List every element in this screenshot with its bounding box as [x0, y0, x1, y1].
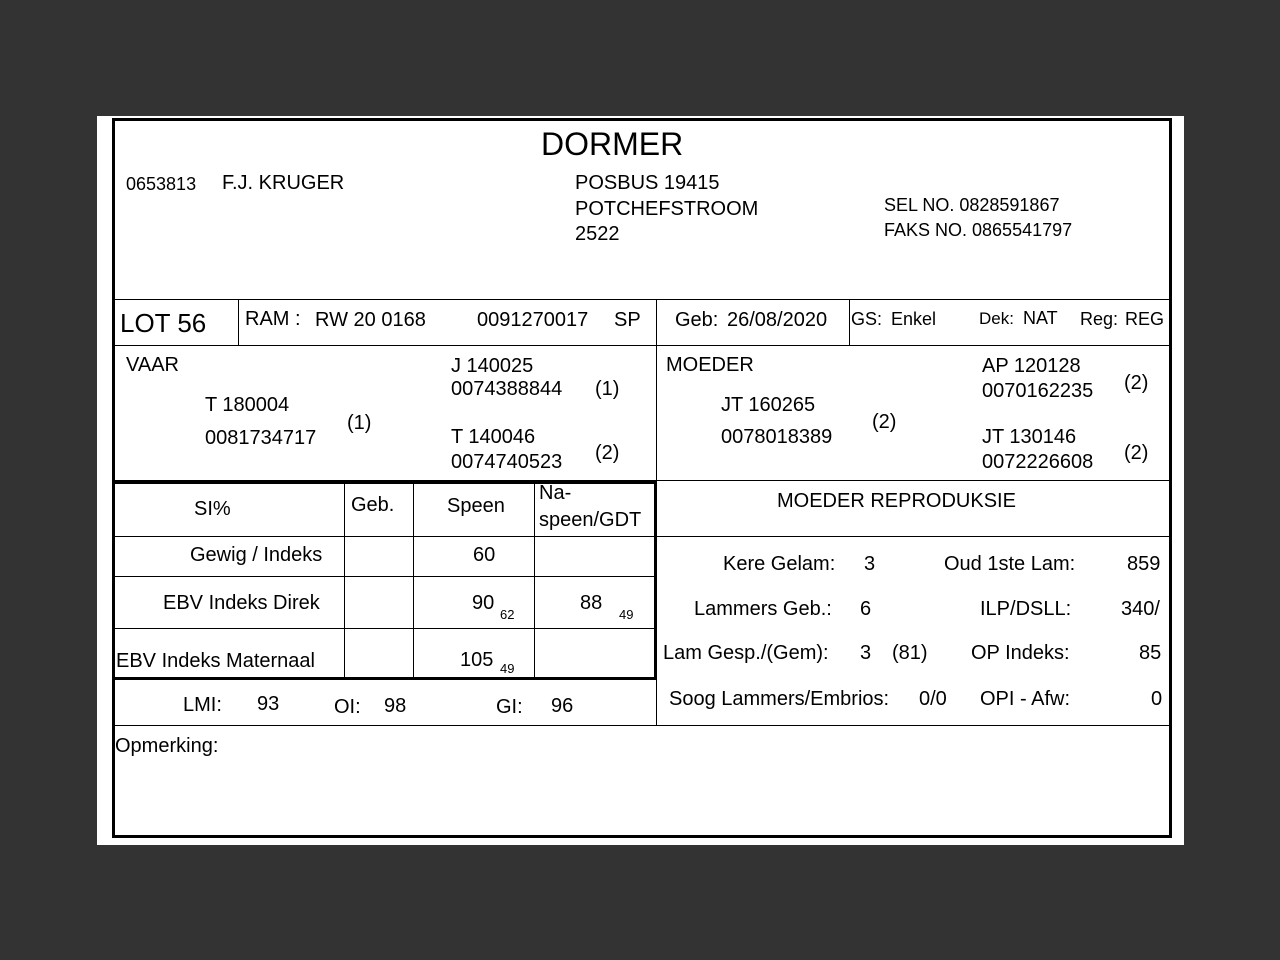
speen-accuracy: 62: [500, 607, 515, 622]
sire-sire-number: 0074388844: [451, 378, 563, 400]
dam-dam-number: 0072226608: [982, 451, 1094, 473]
breed-title: DORMER: [541, 126, 684, 162]
divider: [238, 299, 239, 345]
divider: [656, 480, 657, 726]
speen-value: 105: [460, 649, 494, 671]
divider: [113, 725, 1171, 726]
opi-label: OPI - Afw:: [980, 688, 1071, 710]
lmi-label: LMI:: [183, 694, 222, 716]
reg-value: REG: [1125, 309, 1165, 329]
row-label: EBV Indeks Direk: [163, 592, 320, 614]
geb-header: Geb.: [351, 494, 395, 516]
reproduction-title: MOEDER REPRODUKSIE: [777, 490, 1016, 512]
sire-sire-mark: (1): [595, 378, 620, 400]
lot-number: LOT 56: [120, 308, 207, 338]
oi-label: OI:: [334, 696, 361, 718]
lam-label: Lam Gesp./(Gem):: [663, 642, 829, 664]
dam-mark: (2): [872, 411, 897, 433]
soog-value: 0/0: [919, 688, 947, 710]
dam-sire-id: AP 120128: [982, 355, 1081, 377]
catalogue-sheet: [97, 116, 1184, 845]
cropped-footer-strip: [157, 838, 1137, 845]
kere-label: Kere Gelam:: [723, 553, 836, 575]
divider: [113, 345, 1171, 346]
birth-date: 26/08/2020: [727, 309, 828, 331]
gs-label: GS:: [851, 309, 883, 329]
dam-dam-mark: (2): [1124, 442, 1149, 464]
dam-sire-mark: (2): [1124, 372, 1149, 394]
divider: [657, 536, 1171, 537]
dam-label: MOEDER: [666, 354, 754, 376]
kere-value: 3: [864, 553, 876, 575]
member-number: 0653813: [126, 174, 197, 194]
speen-accuracy: 49: [500, 661, 515, 676]
sire-dam-mark: (2): [595, 442, 620, 464]
sire-dam-id: T 140046: [451, 426, 536, 448]
sire-id: T 180004: [205, 394, 290, 416]
speen-value: 90: [472, 592, 495, 614]
ram-id: RW 20 0168: [315, 309, 426, 331]
ram-label: RAM :: [245, 308, 301, 330]
lam-value: 3: [860, 642, 872, 664]
reg-label: Reg:: [1080, 309, 1119, 329]
row-label: EBV Indeks Maternaal: [116, 650, 315, 672]
lmi-value: 93: [257, 693, 280, 715]
address-line-2: POTCHEFSTROOM: [575, 198, 759, 220]
dam-dam-id: JT 130146: [982, 426, 1077, 448]
lammers-label: Lammers Geb.:: [694, 598, 832, 620]
oi-value: 98: [384, 695, 407, 717]
table-row-line: [113, 576, 657, 577]
gs-value: Enkel: [891, 309, 937, 329]
ilp-label: ILP/DSLL:: [980, 598, 1072, 620]
fax-number: FAKS NO. 0865541797: [884, 220, 1073, 240]
gi-label: GI:: [496, 696, 523, 718]
speen-value: 60: [473, 544, 496, 566]
naspeen-value: 88: [580, 592, 603, 614]
sire-dam-number: 0074740523: [451, 451, 563, 473]
table-col-line: [534, 481, 535, 678]
naspeen-accuracy: 49: [619, 607, 634, 622]
remarks-label: Opmerking:: [115, 735, 219, 757]
divider: [656, 345, 657, 480]
op-label: OP Indeks:: [971, 642, 1070, 664]
speen-header: Speen: [447, 495, 505, 517]
sire-sire-id: J 140025: [451, 355, 534, 377]
owner-name: F.J. KRUGER: [222, 172, 345, 194]
lam-average: (81): [892, 642, 928, 664]
table-col-line: [344, 481, 345, 678]
ram-reg-number: 0091270017: [477, 309, 589, 331]
dek-value: NAT: [1023, 308, 1058, 328]
dek-label: Dek:: [979, 309, 1014, 328]
dam-sire-number: 0070162235: [982, 380, 1094, 402]
row-label: Gewig / Indeks: [190, 544, 323, 566]
sire-number: 0081734717: [205, 427, 317, 449]
divider: [656, 299, 657, 345]
opi-value: 0: [1151, 688, 1163, 710]
oud-label: Oud 1ste Lam:: [944, 553, 1076, 575]
ilp-value: 340/: [1121, 598, 1160, 620]
table-row-line: [113, 628, 657, 629]
cell-number: SEL NO. 0828591867: [884, 195, 1060, 215]
table-border: [113, 481, 657, 484]
dam-number: 0078018389: [721, 426, 833, 448]
sire-label: VAAR: [126, 354, 179, 376]
table-col-line: [413, 481, 414, 678]
divider: [113, 299, 1171, 300]
address-line-3: 2522: [575, 223, 620, 245]
soog-label: Soog Lammers/Embrios:: [669, 688, 890, 710]
lammers-value: 6: [860, 598, 872, 620]
op-value: 85: [1139, 642, 1162, 664]
oud-value: 859: [1127, 553, 1161, 575]
divider: [849, 299, 850, 345]
birth-label: Geb:: [675, 309, 719, 331]
table-border: [113, 677, 657, 680]
naspeen-header-2: speen/GDT: [539, 509, 642, 531]
dam-id: JT 160265: [721, 394, 816, 416]
ram-grade: SP: [614, 309, 641, 331]
si-header: SI%: [194, 498, 231, 520]
naspeen-header-1: Na-: [539, 482, 572, 504]
address-line-1: POSBUS 19415: [575, 172, 720, 194]
table-row-line: [113, 536, 657, 537]
sire-mark: (1): [347, 412, 372, 434]
gi-value: 96: [551, 695, 574, 717]
